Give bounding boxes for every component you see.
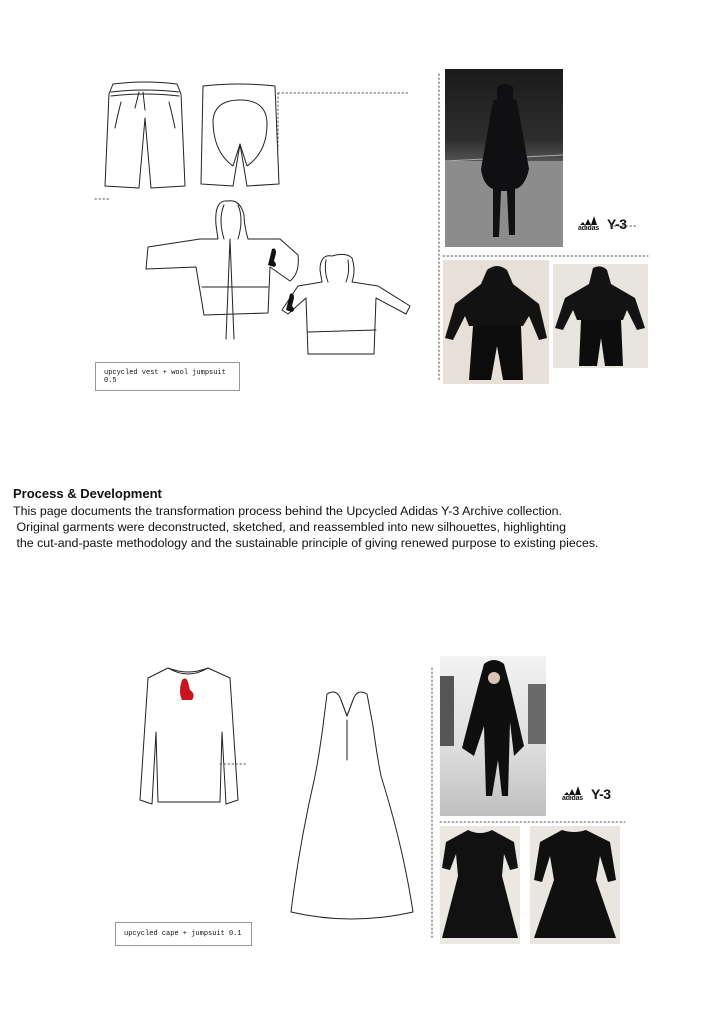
look2-brand-logos <box>562 785 611 802</box>
top-sketch <box>130 662 255 812</box>
photo-rule-2 <box>440 820 630 824</box>
look1-divider <box>436 74 442 384</box>
adidas-logo-icon <box>562 785 582 795</box>
look1-garment-photo-front <box>443 260 549 384</box>
adidas-wordmark: adidas <box>578 225 599 232</box>
y3-wordmark: Y-3 <box>590 785 611 802</box>
look1-garment-photo-back <box>553 264 648 368</box>
look2-runway-photo <box>440 656 546 816</box>
paragraph-line-1: This page documents the transformation process behind the Upcycled Adidas Y-3 Archive collection. <box>13 504 562 518</box>
section-heading: Process & Development <box>13 486 162 501</box>
section-paragraph <box>13 503 723 551</box>
adidas-wordmark: adidas <box>562 795 583 802</box>
brand-dotted-line-1 <box>610 224 640 228</box>
y3-wordmark: Y-3 <box>606 215 627 232</box>
jacket-back-sketch <box>278 250 413 360</box>
look2-garment-photo-back <box>530 826 620 944</box>
look1-caption: upcycled vest + wool jumpsuit 0.5 <box>95 362 240 391</box>
shorts-front-sketch <box>95 78 195 203</box>
adidas-logo-icon <box>578 215 598 225</box>
paragraph-line-3: the cut-and-paste methodology and the sustainable principle of giving renewed purpose to existing pieces. <box>13 536 599 550</box>
photo-rule-1 <box>443 254 653 258</box>
shorts-back-sketch <box>195 82 285 192</box>
look1-runway-photo <box>445 69 563 247</box>
look2-caption: upcycled cape + jumpsuit 0.1 <box>115 922 252 946</box>
dress-sketch <box>285 686 420 926</box>
look2-garment-photo-front <box>440 826 520 944</box>
look2-divider <box>429 668 435 943</box>
paragraph-line-2: Original garments were deconstructed, sketched, and reassembled into new silhouettes, highlighting <box>13 520 567 534</box>
